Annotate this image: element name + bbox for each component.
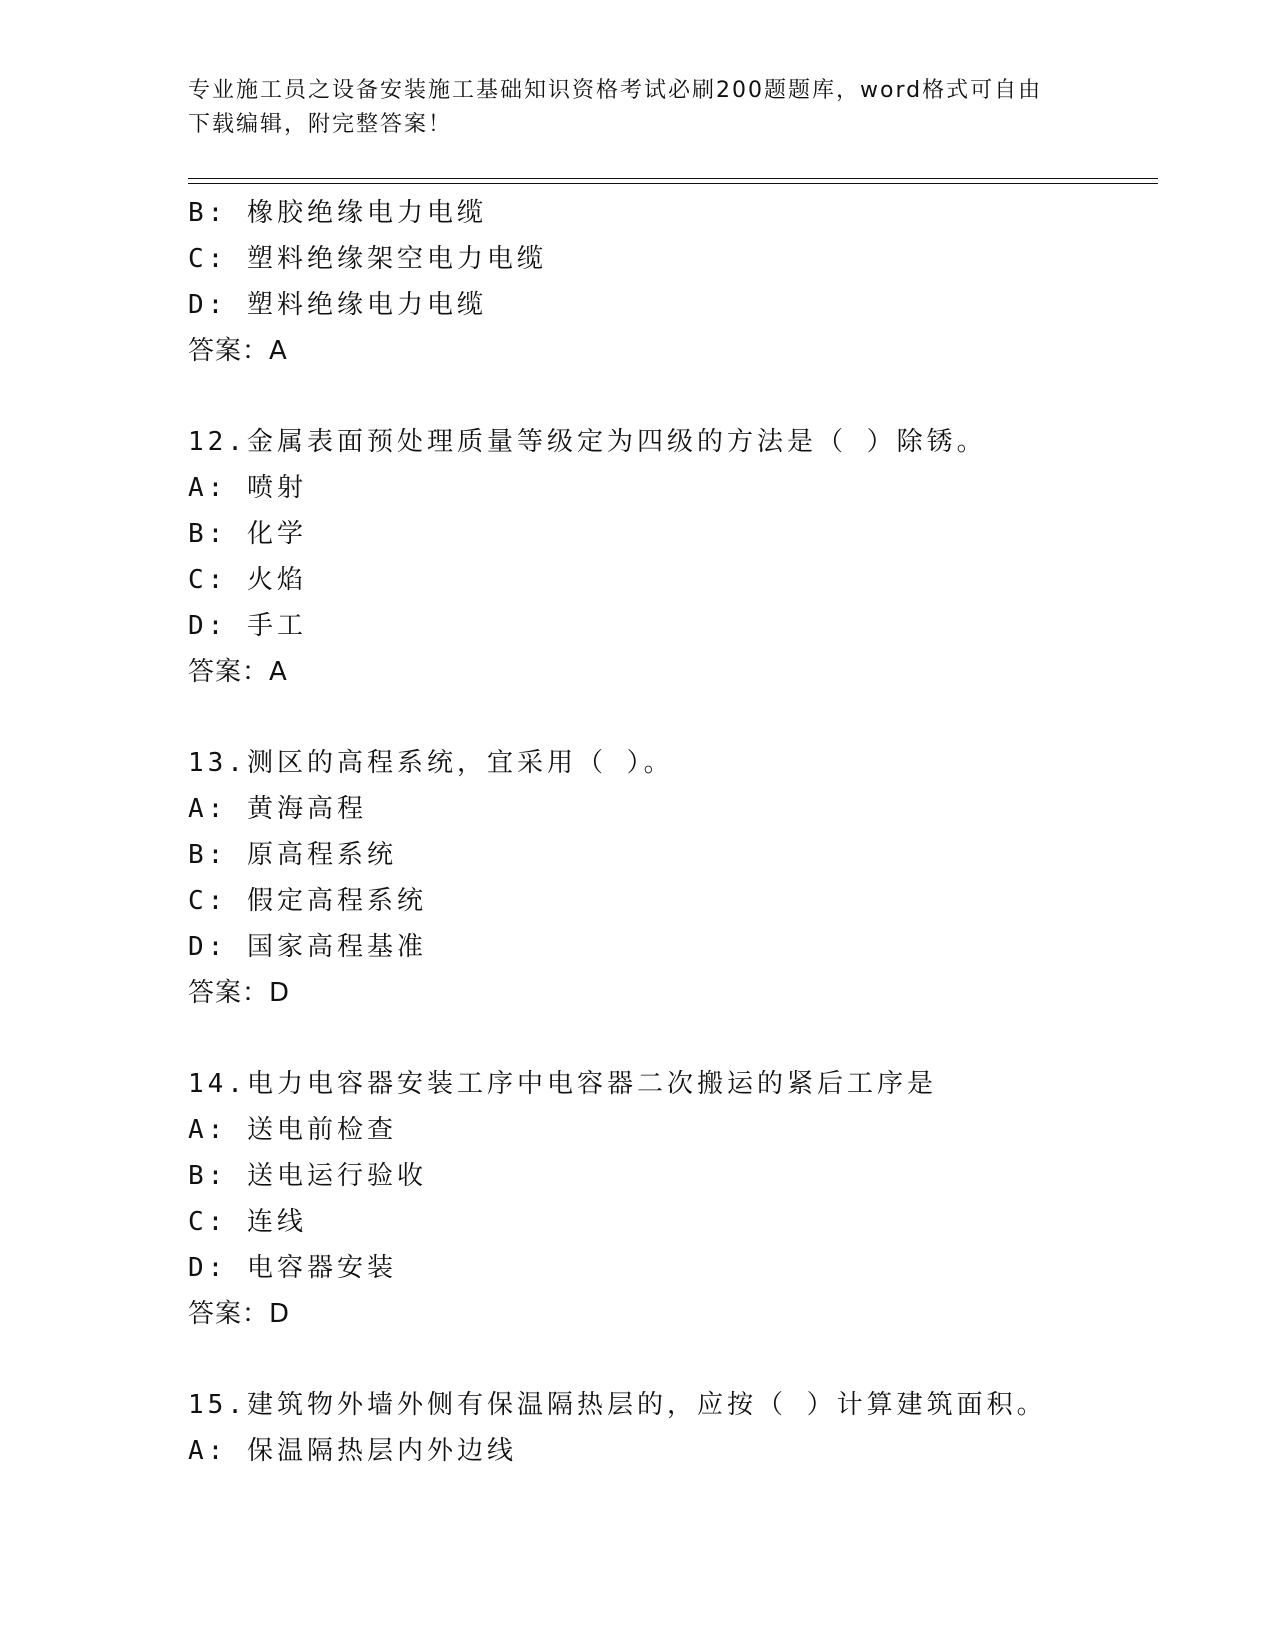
question-stem: 15.建筑物外墙外侧有保温隔热层的，应按（ ）计算建筑面积。 xyxy=(188,1390,1047,1420)
question-stem: 14.电力电容器安装工序中电容器二次搬运的紧后工序是 xyxy=(188,1069,937,1099)
option-a: A: 保温隔热层内外边线 xyxy=(188,1436,517,1466)
spacer xyxy=(188,1016,1168,1061)
option-b: B: 化学 xyxy=(188,519,307,549)
question-block-13 xyxy=(188,740,1168,1016)
option-a: A: 送电前检查 xyxy=(188,1115,397,1145)
option-c: C: 塑料绝缘架空电力电缆 xyxy=(188,244,547,274)
option-a: A: 喷射 xyxy=(188,473,307,503)
answer-line: 答案：D xyxy=(188,978,291,1008)
spacer xyxy=(188,1337,1168,1382)
document-header xyxy=(188,74,1088,142)
question-block-11 xyxy=(188,190,1168,374)
spacer xyxy=(188,695,1168,740)
header-line-1: 专业施工员之设备安装施工基础知识资格考试必刷200题题库，word格式可自由 xyxy=(188,78,1043,103)
option-d: D: 塑料绝缘电力电缆 xyxy=(188,290,487,320)
option-d: D: 手工 xyxy=(188,611,307,641)
option-b: B: 送电运行验收 xyxy=(188,1161,427,1191)
header-line-2: 下载编辑，附完整答案！ xyxy=(188,112,453,137)
option-c: C: 假定高程系统 xyxy=(188,886,427,916)
answer-line: 答案：A xyxy=(188,336,288,366)
option-b: B: 橡胶绝缘电力电缆 xyxy=(188,198,487,228)
answer-line: 答案：A xyxy=(188,657,288,687)
question-block-15 xyxy=(188,1382,1168,1474)
question-block-12 xyxy=(188,419,1168,695)
question-stem: 13.测区的高程系统，宜采用（ ）。 xyxy=(188,748,674,778)
question-block-14 xyxy=(188,1061,1168,1337)
answer-line: 答案：D xyxy=(188,1299,291,1329)
question-stem: 12.金属表面预处理质量等级定为四级的方法是（ ）除锈。 xyxy=(188,427,987,457)
question-list xyxy=(188,190,1168,1474)
option-b: B: 原高程系统 xyxy=(188,840,397,870)
option-c: C: 连线 xyxy=(188,1207,307,1237)
option-c: C: 火焰 xyxy=(188,565,307,595)
option-d: D: 电容器安装 xyxy=(188,1253,397,1283)
header-divider xyxy=(188,178,1158,184)
spacer xyxy=(188,374,1168,419)
option-a: A: 黄海高程 xyxy=(188,794,367,824)
option-d: D: 国家高程基准 xyxy=(188,932,427,962)
